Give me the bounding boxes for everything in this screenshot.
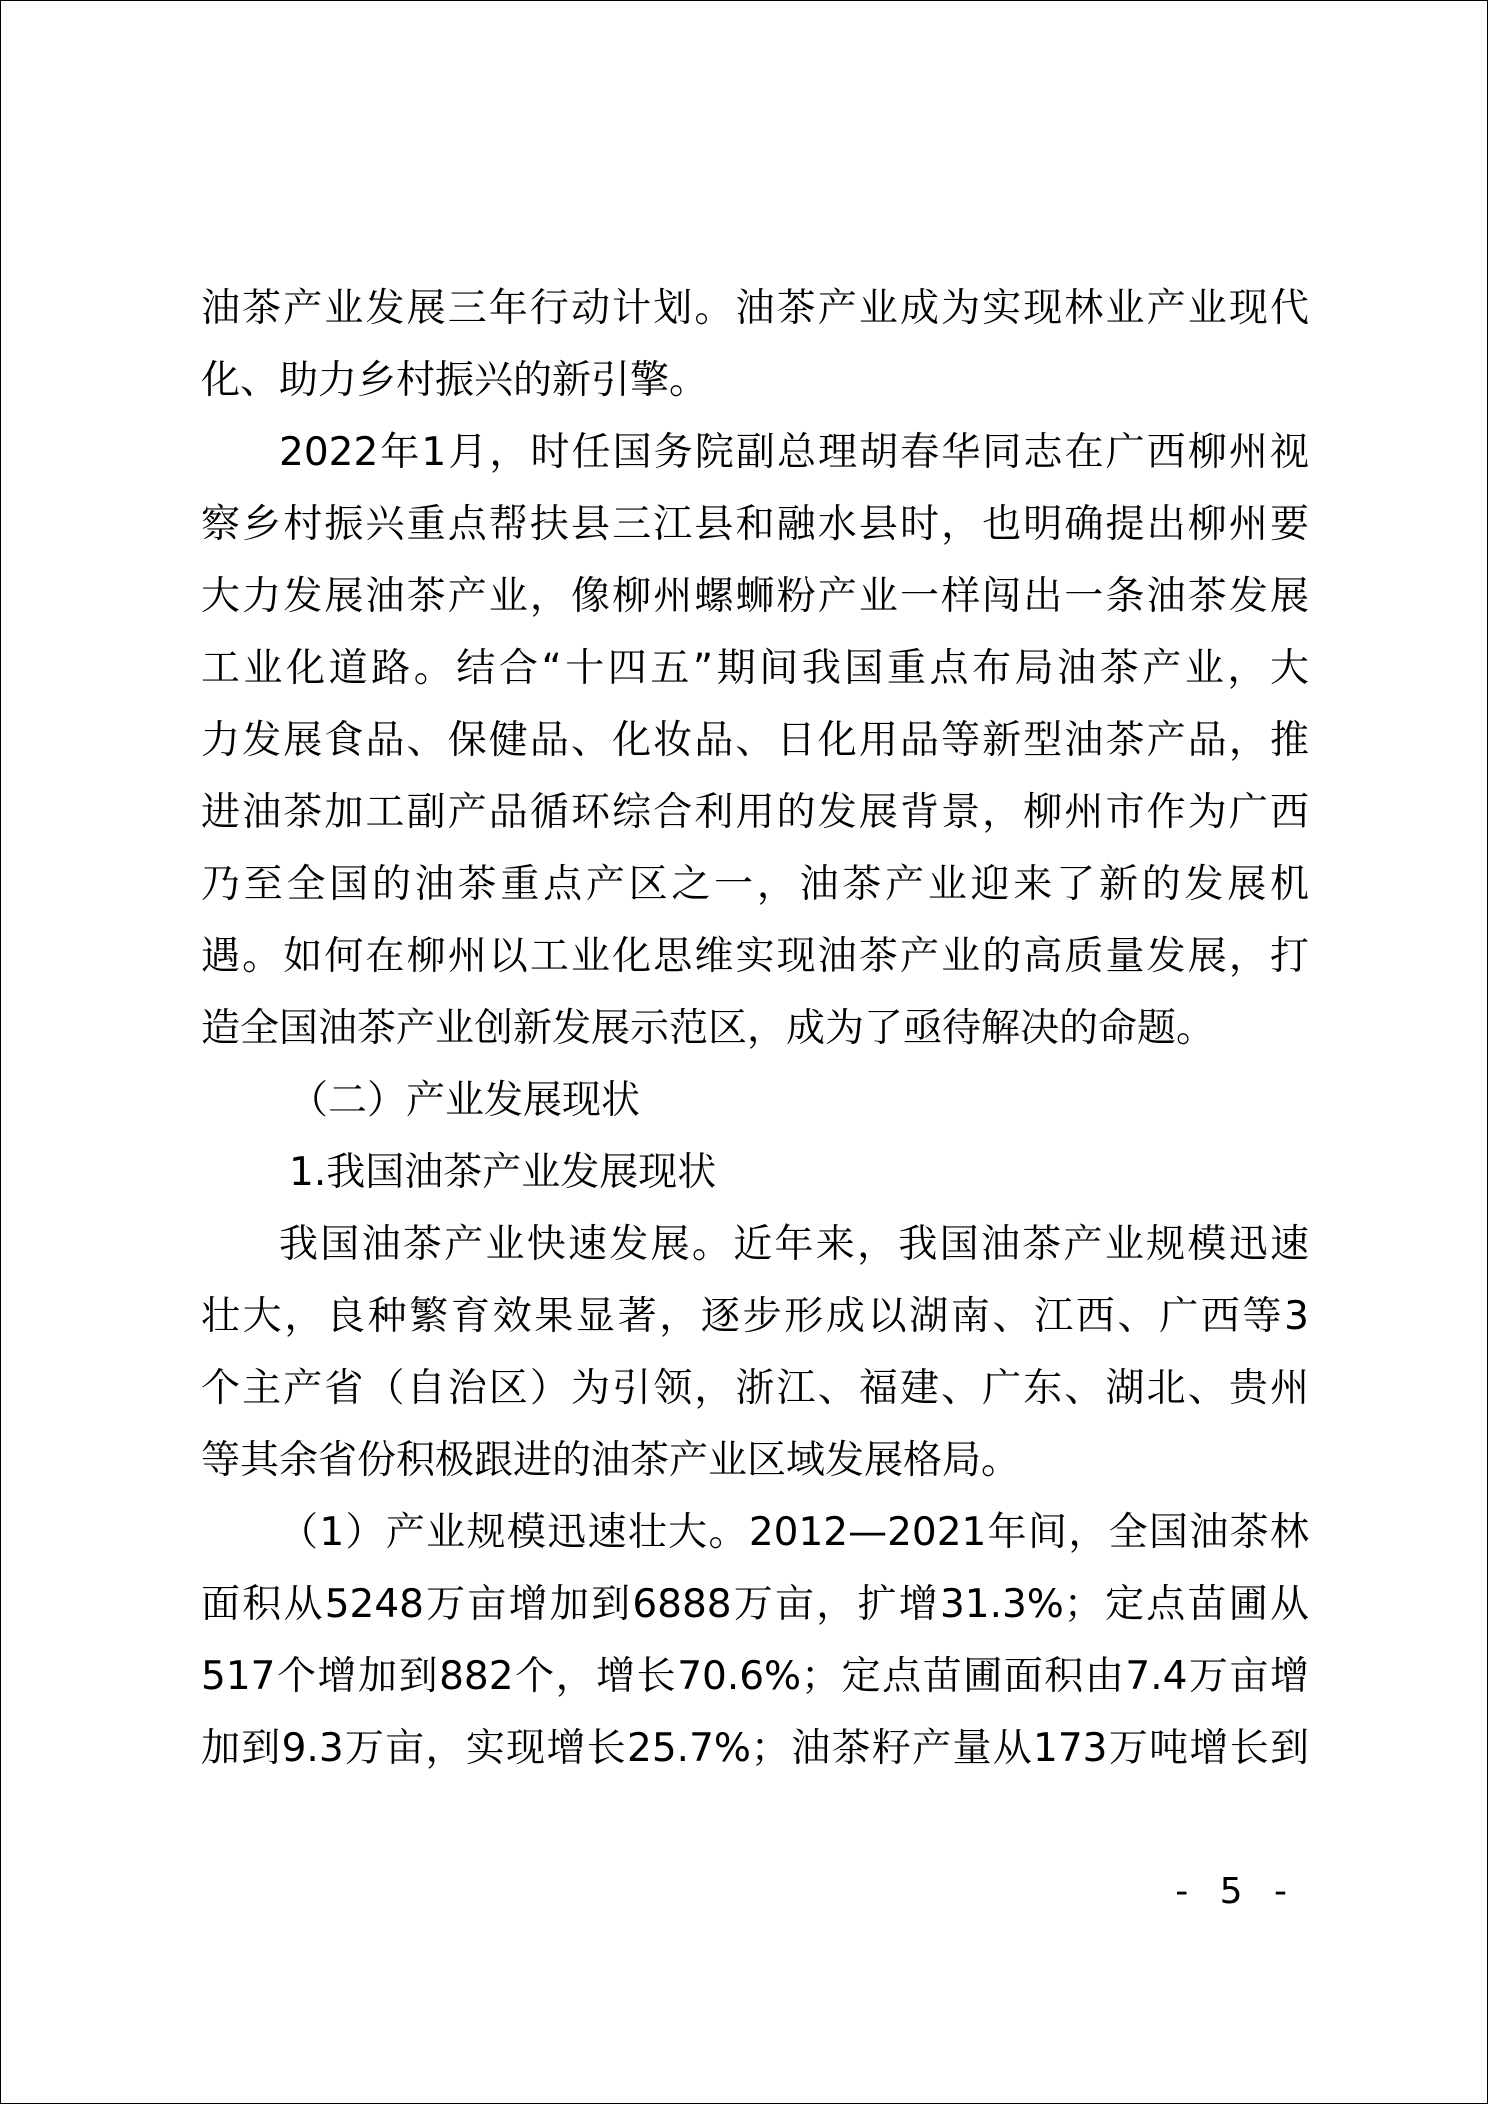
- text-line: 517个增加到882个，增长70.6%；定点苗圃面积由7.4万亩增: [201, 1654, 1309, 1699]
- text-line: （1）产业规模迅速壮大。2012—2021年间，全国油茶林: [279, 1510, 1309, 1555]
- text-line: 乃至全国的油茶重点产区之一，油茶产业迎来了新的发展机: [201, 862, 1309, 907]
- text-line: 力发展食品、保健品、化妆品、日化用品等新型油茶产品，推: [201, 718, 1309, 763]
- text-line: 2022年1月，时任国务院副总理胡春华同志在广西柳州视: [279, 430, 1309, 475]
- text-line: 进油茶加工副产品循环综合利用的发展背景，柳州市作为广西: [201, 790, 1309, 835]
- text-line: 遇。如何在柳州以工业化思维实现油茶产业的高质量发展，打: [201, 934, 1309, 979]
- page-number: - 5 -: [1175, 1871, 1297, 1912]
- body-text: [201, 273, 1309, 1785]
- text-line: 等其余省份积极跟进的油茶产业区域发展格局。: [201, 1438, 1021, 1483]
- text-line: 察乡村振兴重点帮扶县三江县和融水县时，也明确提出柳州要: [201, 502, 1309, 547]
- text-line: 加到9.3万亩，实现增长25.7%；油茶籽产量从173万吨增长到: [201, 1726, 1309, 1771]
- text-line: 造全国油茶产业创新发展示范区，成为了亟待解决的命题。: [201, 1006, 1216, 1051]
- text-line: 个主产省（自治区）为引领，浙江、福建、广东、湖北、贵州: [201, 1366, 1309, 1411]
- text-line: 大力发展油茶产业，像柳州螺蛳粉产业一样闯出一条油茶发展: [201, 574, 1309, 619]
- subsection-heading: 1.我国油茶产业发展现状: [289, 1150, 717, 1195]
- text-line: 化、助力乡村振兴的新引擎。: [201, 358, 709, 403]
- section-heading: （二）产业发展现状: [289, 1078, 641, 1123]
- text-line: 面积从5248万亩增加到6888万亩，扩增31.3%；定点苗圃从: [201, 1582, 1309, 1627]
- text-line: 壮大，良种繁育效果显著，逐步形成以湖南、江西、广西等3: [201, 1294, 1309, 1339]
- text-line: 工业化道路。结合“十四五”期间我国重点布局油茶产业，大: [201, 646, 1309, 691]
- text-line: 我国油茶产业快速发展。近年来，我国油茶产业规模迅速: [279, 1222, 1309, 1267]
- text-line: 油茶产业发展三年行动计划。油茶产业成为实现林业产业现代: [201, 286, 1309, 331]
